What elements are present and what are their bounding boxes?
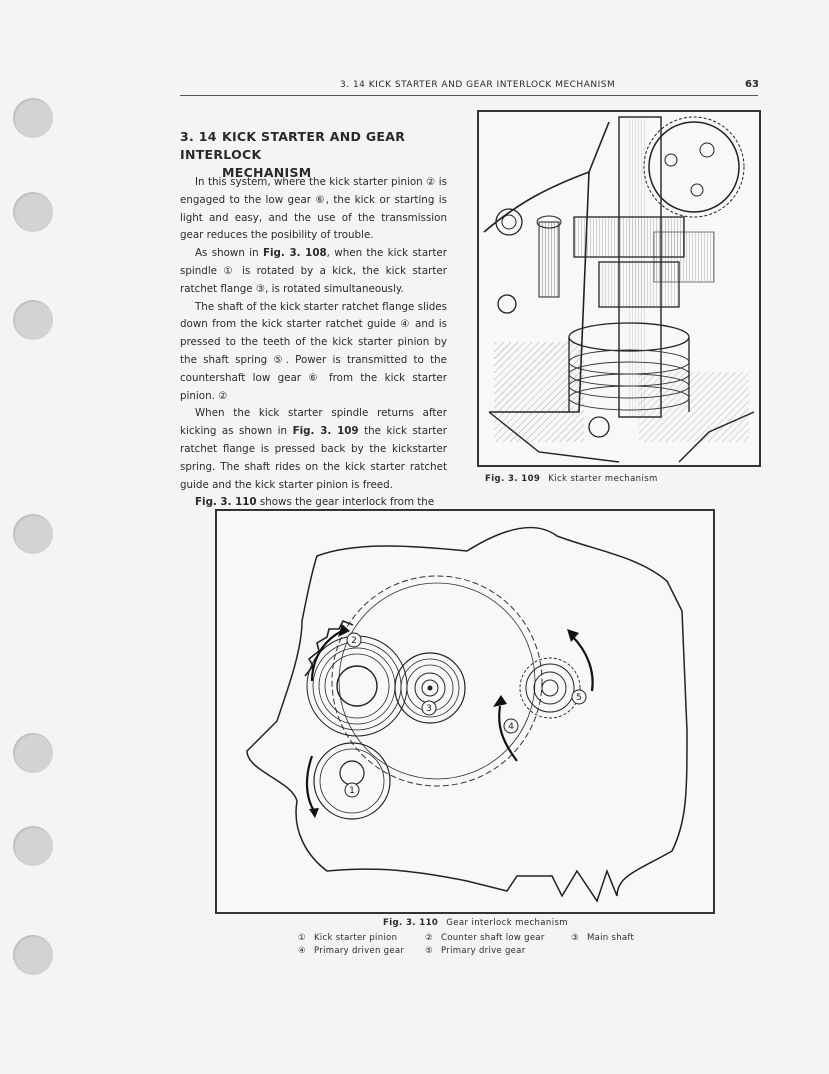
binder-hole [13, 935, 53, 975]
page-number: 63 [745, 79, 759, 90]
running-header: 3. 14 KICK STARTER AND GEAR INTERLOCK MECHANISM [340, 80, 616, 90]
binder-hole [13, 826, 53, 866]
fig109-caption-text: Kick starter mechanism [548, 474, 658, 484]
legend-item: ⑤ Primary drive gear [425, 946, 526, 956]
legend-item: ① Kick starter pinion [298, 933, 398, 943]
body-text [180, 174, 447, 512]
paragraph: As shown in Fig. 3. 108, when the kick starter spindle ① is rotated by a kick, the kick starter ratchet flange ③, is rotated simultaneously. [180, 247, 447, 295]
figure-reference: Fig. 3. 110 [195, 496, 257, 509]
fig109-caption [485, 474, 658, 484]
callout-1-label: 1 [349, 786, 355, 796]
kick-starter-illustration [477, 110, 761, 467]
binder-hole [13, 300, 53, 340]
gear-interlock-drawing [217, 511, 713, 912]
fig110-label: Fig. 3. 110 [383, 918, 439, 928]
binder-hole [13, 514, 53, 554]
figure-reference: Fig. 3. 109 [292, 425, 359, 438]
legend-item: ④ Primary driven gear [298, 946, 405, 956]
fig110-caption-text: Gear interlock mechanism [446, 918, 568, 928]
paragraph: Fig. 3. 110 shows the gear interlock from the [195, 496, 435, 509]
callout-5-label: 5 [576, 693, 582, 703]
kick-starter-drawing [479, 112, 759, 465]
fig109-label: Fig. 3. 109 [485, 474, 541, 484]
legend-item: ② Counter shaft low gear [425, 933, 545, 943]
section-number: 3. 14 [180, 129, 217, 144]
section-title-line2: MECHANISM [222, 165, 312, 180]
header-rule [180, 95, 758, 96]
section-title-line1: KICK STARTER AND GEAR INTERLOCK [180, 129, 406, 162]
callout-4-label: 4 [508, 722, 514, 732]
paragraph: The shaft of the kick starter ratchet flange slides down from the kick starter ratchet guide ④ and is pressed to the teeth of the kick starter pinion by the shaft spring ⑤. Power is transmitted to the countershaft low gear ⑥ from the kick starter pinion. ② [180, 300, 447, 402]
callout-3-label: 3 [426, 704, 432, 714]
paragraph: When the kick starter spindle returns after kicking as shown in Fig. 3. 109 the kick starter ratchet flange is pressed back by the kickstarter spring. The shaft rides on the kick starter ratchet guide and the kick starter pinion is freed. [180, 407, 447, 491]
legend-item: ③ Main shaft [571, 933, 635, 943]
binder-hole [13, 733, 53, 773]
callout-2-label: 2 [351, 636, 357, 646]
paragraph: In this system, where the kick starter pinion ② is engaged to the low gear ⑥, the kick or starting is light and easy, and the use of the transmission gear reduces the posibility of trouble. [180, 176, 447, 242]
fig110-caption [383, 918, 568, 928]
binder-hole [13, 98, 53, 138]
gear-interlock-diagram [215, 509, 715, 914]
binder-hole [13, 192, 53, 232]
figure-reference: Fig. 3. 108 [262, 247, 327, 260]
